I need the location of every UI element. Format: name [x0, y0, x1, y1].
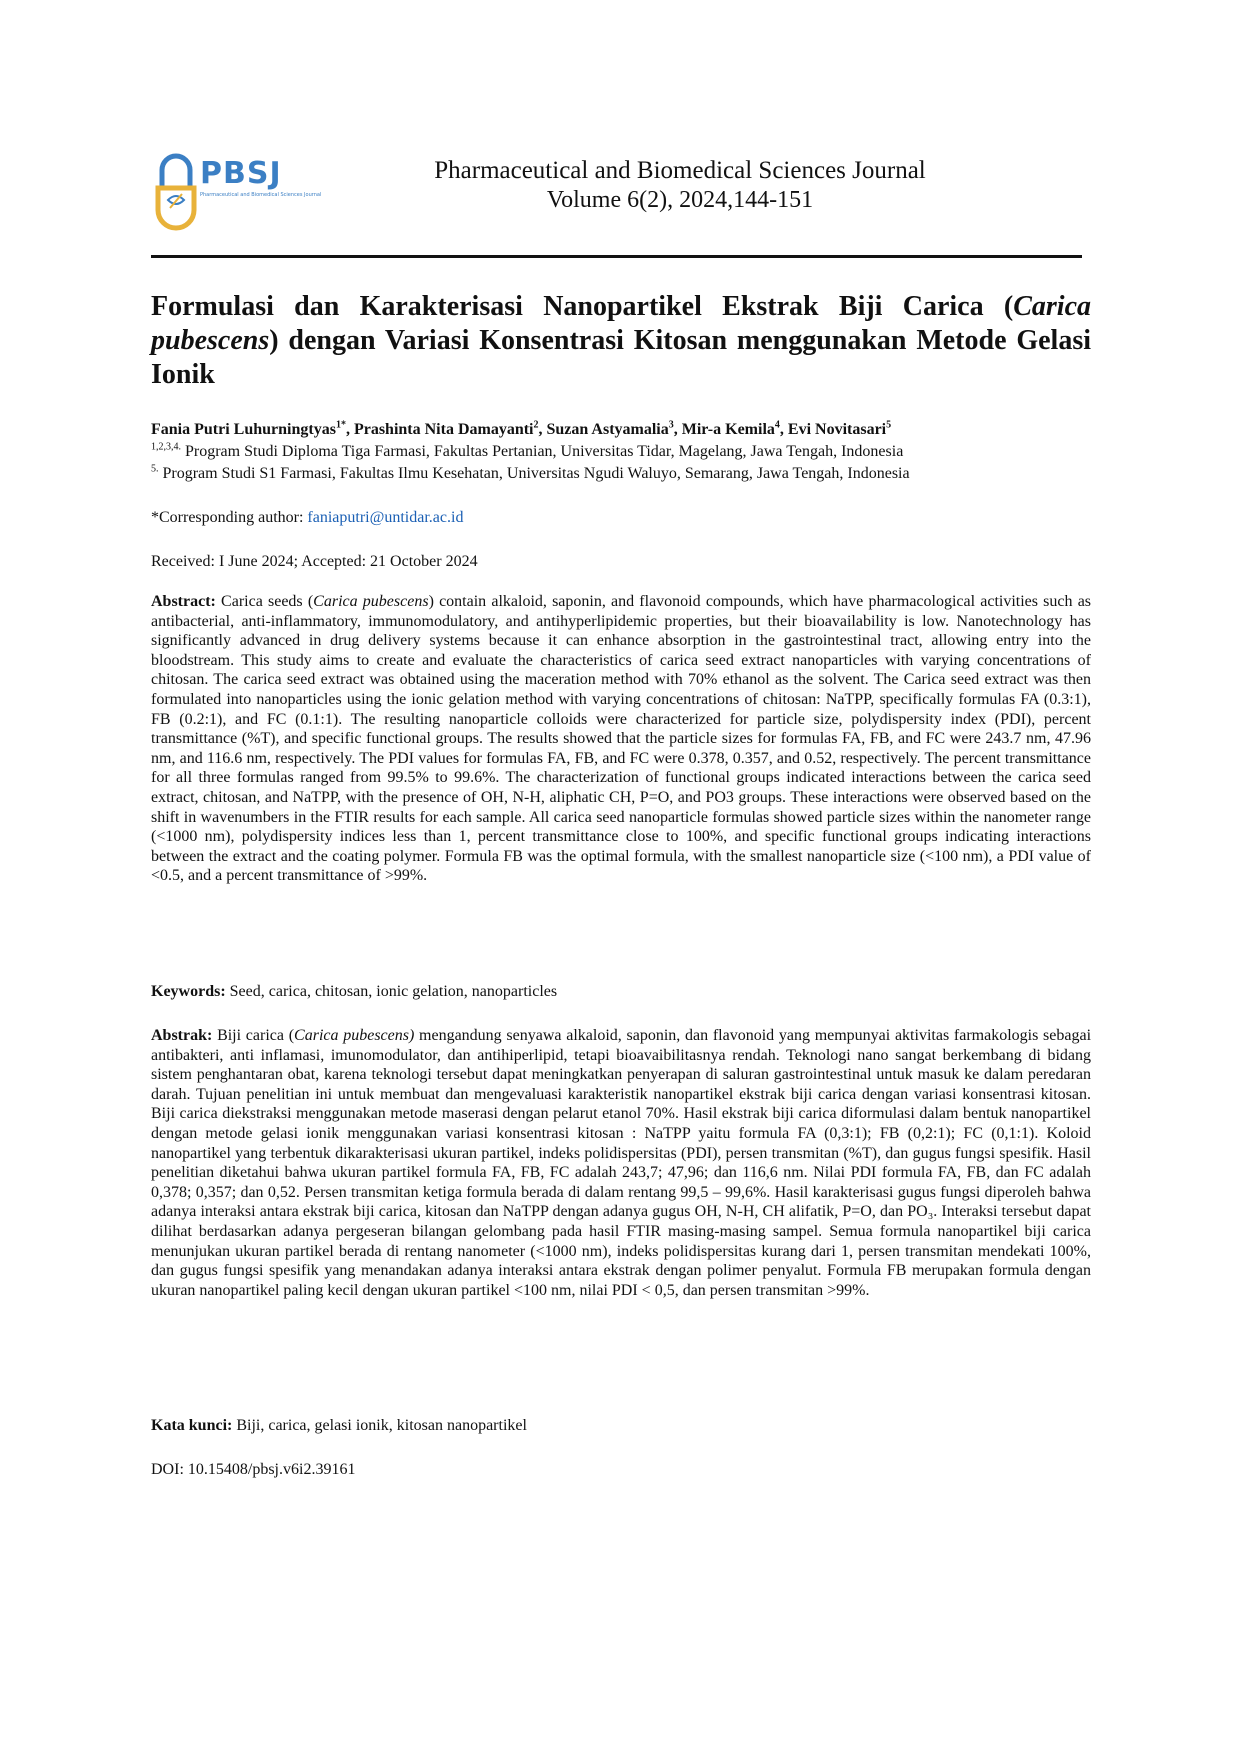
abstract-label: Abstract: [151, 593, 216, 610]
journal-name: Pharmaceutical and Biomedical Sciences Journal [434, 157, 926, 184]
keywords: Keywords: Seed, carica, chitosan, ionic gelation, nanoparticles [151, 983, 558, 1000]
affiliation-1: $^{1,2,3,4.}$ Program Studi Diploma Tiga Farmasi, Fakultas Pertanian, Universitas Tidar, Magelang, Jawa Tengah, Indonesia [151, 441, 904, 460]
header-divider [151, 255, 1082, 258]
journal-logo [150, 148, 322, 228]
abstract-english: Abstract: Carica seeds (Carica pubescens) contain alkaloid, saponin, and flavonoid compounds, which have pharmacological activities such as antibacterial, anti-inflammatory, immunomodulatory, and antihyperlipidemic properties, but their bioavailability is low. Nanotechnology has significantly advanced in drug delivery systems because it can enhance absorption in the gastrointestinal tract, allowing entry into the bloodstream. This study aims to create and evaluate the characteristics of carica seed extract nanoparticles with varying concentrations of chitosan. The carica seed extract was obtained using the maceration method with 70% ethanol as the solvent. The Carica seed extract was then formulated into nanoparticles using the ionic gelation method with varying concentrations of chitosan: NaTPP, specifically formulas FA (0.3:1), FB (0.2:1), and FC (0.1:1). The resulting nanoparticle colloids were characterized for particle size, polydispersity index (PDI), percent transmittance (%T), and specific functional groups. The results showed that the particle sizes for formulas FA, FB, and FC were 243.7 nm, 47.96 nm, and 116.6 nm, respectively. The PDI values for formulas FA, FB, and FC were 0.378, 0.357, and 0.52, respectively. The percent transmittance for all three formulas ranged from 99.5% to 99.6%. The characterization of functional groups indicated interactions between the carica seed extract, chitosan, and NaTPP, with the presence of OH, N-H, aliphatic CH, P=O, and PO3 groups. These interactions were observed based on the shift in wavenumbers in the FTIR results for each sample. All carica seed nanoparticle formulas showed particle sizes within the nanometer range (<1000 nm), polydispersity indices less than 1, percent transmittance close to 100%, and specific functional groups indicating interactions between the extract and the coating polymer. Formula FB was the optimal formula, with the smallest nanoparticle size (<100 nm), a PDI value of <0.5, and a percent transmittance of >99%. [151, 593, 1092, 885]
affiliation-2: $^{5.}$ Program Studi S1 Farmasi, Fakultas Ilmu Kesehatan, Universitas Ngudi Waluyo, Semarang, Jawa Tengah, Indonesia [151, 463, 910, 482]
title-text-1: Formulasi dan Karakterisasi Nanopartikel Ekstrak Biji Carica ( [151, 291, 1014, 322]
title-italic: Carica pubescens [151, 291, 1091, 356]
abstrak-label: Abstrak: [151, 1027, 213, 1044]
kata-kunci: Kata kunci: Biji, carica, gelasi ionik, kitosan nanopartikel [151, 1417, 527, 1434]
abstract-indonesian: Abstrak: Biji carica (Carica pubescens) mengandung senyawa alkaloid, saponin, dan flavonoid yang mempunyai aktivitas farmakologis sebagai antibakteri, anti inflamasi, imunomodulator, dan antihiperlipid, tetapi bioavaibilitasnya rendah. Teknologi nano sangat berkembang di bidang sistem penghantaran obat, karena teknologi tersebut dapat meningkatkan penyerapan di saluran gastrointestinal untuk masuk ke dalam peredaran darah. Tujuan penelitian ini untuk membuat dan mengevaluasi karakteristik nanopartikel ekstrak biji carica dengan variasi konsentrasi kitosan. Biji carica diekstraksi menggunakan metode maserasi dengan pelarut etanol 70%. Hasil ekstrak biji carica diformulasi dalam bentuk nanopartikel dengan metode gelasi ionik menggunakan variasi konsentrasi kitosan : NaTPP yaitu formula FA (0,3:1); FB (0,2:1); FC (0,1:1). Koloid nanopartikel yang terbentuk dikarakterisasi ukuran partikel, indeks polidispersitas (PDI), persen transmitan (%T), dan gugus fungsi spesifik. Hasil penelitian diketahui bahwa ukuran partikel formula FA, FB, FC adalah 243,7; 47,96; dan 116,6 nm. Nilai PDI formula FA, FB, dan FC adalah 0,378; 0,357; dan 0,52. Persen transmitan ketiga formula berada di dalam rentang 99,5 – 99,6%. Hasil karakterisasi gugus fungsi diperoleh bahwa adanya interaksi antara ekstrak biji carica, kitosan dan NaTPP dengan adanya gugus OH, N-H, CH alifatik, P=O, dan PO₃. Interaksi tersebut dapat dilihat berdasarkan adanya pergeseran bilangan gelombang pada hasil FTIR masing-masing sampel. Semua formula nanopartikel biji carica menunjukan ukuran partikel berada di rentang nanometer (<1000 nm), indeks polidispersitas kurang dari 1, persen transmitan mendekati 100%, dan gugus fungsi spesifik yang menandakan adanya interaksi antara ekstrak dengan polimer penyalut. Formula FB merupakan formula dengan ukuran nanopartikel paling kecil dengan ukuran partikel <100 nm, nilai PDI < 0,5, dan persen transmitan >99%. [151, 1027, 1092, 1299]
author: Prashinta Nita Damayanti$^2$, [353, 419, 547, 438]
journal-volume: Volume 6(2), 2024,144-151 [546, 187, 814, 213]
author: Evi Novitasari$^5$ [787, 419, 892, 438]
title-text-2: ) dengan Variasi Konsentrasi Kitosan menggunakan Metode Gelasi Ionik [151, 325, 1091, 390]
doi[interactable]: DOI: 10.15408/pbsj.v6i2.39161 [151, 1461, 356, 1478]
author: Fania Putri Luhurningtyas$^{1*}$, [151, 419, 354, 438]
logo-graphic [150, 148, 322, 228]
logo-subtext: Pharmaceutical and Biomedical Sciences Journal [200, 192, 322, 198]
kata-kunci-label: Kata kunci: [151, 1417, 233, 1434]
received-accepted-dates: Received: I June 2024; Accepted: 21 October 2024 [151, 553, 478, 570]
author: Mir-a Kemila$^4$, [681, 419, 788, 438]
author: Suzan Astyamalia$^3$, [546, 419, 682, 438]
logo-text: PBSJ [200, 156, 282, 191]
author-list [151, 420, 1091, 440]
article-title [151, 290, 1091, 392]
corresponding-email-link[interactable]: faniaputri@untidar.ac.id [307, 509, 464, 526]
journal-header [330, 156, 1030, 214]
corresponding-author: *Corresponding author: faniaputri@untidar.ac.id [151, 509, 464, 526]
keywords-label: Keywords: [151, 983, 226, 1000]
